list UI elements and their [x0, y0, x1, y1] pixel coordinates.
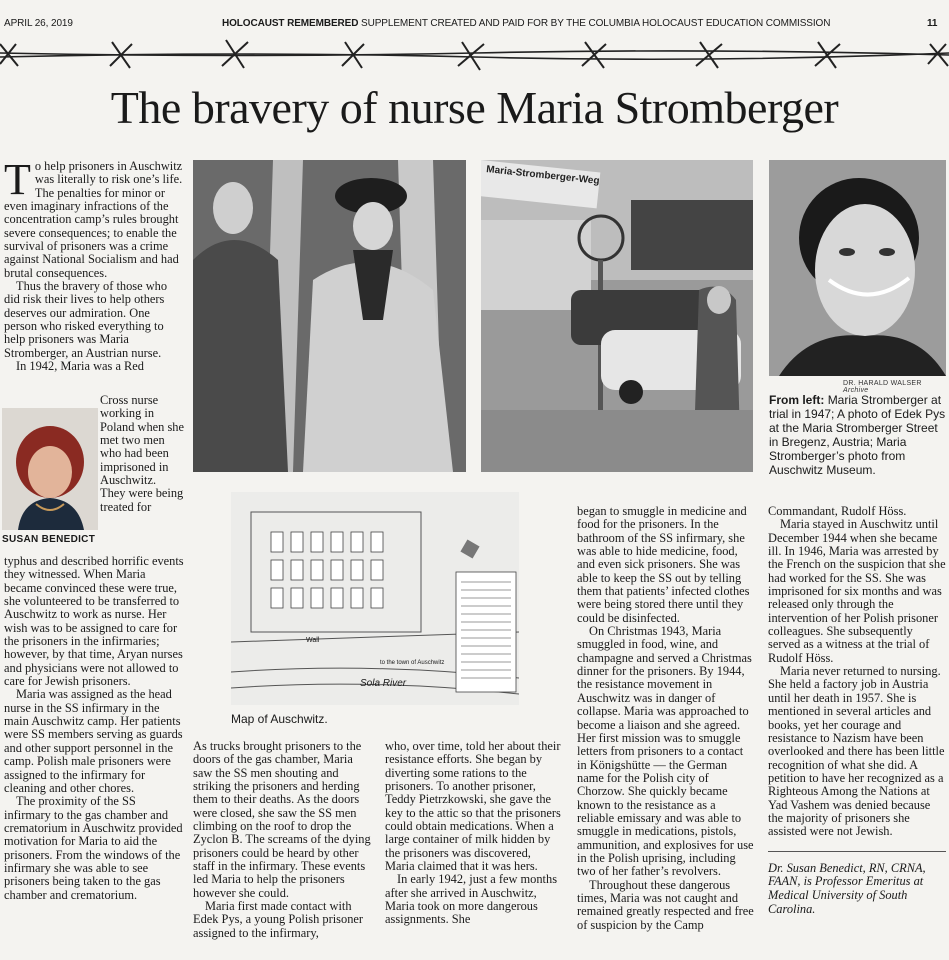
- street-sign-photo: [481, 160, 753, 472]
- article-column-2: [193, 740, 371, 940]
- page-title: The bravery of nurse Maria Stromberger: [110, 82, 839, 133]
- paragraph: Maria stayed in Auschwitz until December 1944 when she became ill. In 1946, Maria was arrested by the French on the suspicion that she had worked for the SS. She was imprisoned for six months and was released only through the intervention of her Polish prisoner colleagues. She subsequently served as a witness at the trial of Rudolf Höss.: [768, 517, 946, 665]
- photo-credit: [843, 380, 949, 394]
- drop-cap: T: [4, 155, 31, 204]
- author-photo: [2, 408, 98, 530]
- article-column-3: [385, 740, 563, 927]
- paragraph: Cross nurse working in Poland when she met two men who had been imprisoned in Auschwitz. They were being treated for: [100, 393, 184, 514]
- map-label-town: to the town of Auschwitz: [380, 660, 445, 666]
- article-column-1-wrap: [100, 394, 184, 514]
- map-label-river: Sola River: [360, 678, 407, 689]
- paragraph: Maria was assigned as the head nurse in the SS infirmary in the main Auschwitz camp. Her patients were SS members serving as guards and other support personnel in the camp. Polish male prisoners were assigned to the infirmary for cleaning and other chores.: [4, 687, 183, 795]
- supplement-banner: [222, 18, 830, 29]
- street-sign-label: Maria-Stromberger-Weg: [485, 164, 600, 187]
- article-column-1: [4, 155, 184, 374]
- paragraph: In 1942, Maria was a Red: [16, 359, 145, 374]
- article-column-4: [577, 505, 755, 932]
- paragraph: who, over time, told her about their resistance efforts. She began by diverting some rations to the prisoners. To another prisoner, Teddy Pietrzkowski, she gave the key to the attic so that the prisoners could obtain medications. When a large container of milk hidden by the prisoners was discovered, Maria claimed that it was hers.: [385, 739, 561, 874]
- paragraph: began to smuggle in medicine and food for the prisoners. In the bathroom of the SS infirmary, she was able to hide medicine, food, and even sick prisoners. She was able to keep the SS out by telling them that patients’ infected clothes were being stored there until they could be disinfected.: [577, 504, 750, 625]
- article-column-5: [768, 505, 946, 917]
- map-label-wall: Wall: [306, 637, 320, 644]
- paragraph: The proximity of the SS infirmary to the gas chamber and crematorium in Auschwitz provided motivation for Maria to aid the prisoners. From the windows of the infirmary she was able to see prisoners being taken to the gas chamber and crematorium.: [4, 794, 183, 902]
- article-column-1-continued: [4, 555, 184, 902]
- section-name: HOLOCAUST REMEMBERED: [222, 18, 359, 29]
- barbed-wire-icon: [0, 36, 949, 76]
- byline: SUSAN BENEDICT: [2, 534, 96, 545]
- paragraph: Maria first made contact with Edek Pys, a young Polish prisoner assigned to the infirmary,: [193, 899, 364, 940]
- credit-tag: Archive: [843, 387, 869, 394]
- caption-lead: From left:: [769, 393, 825, 407]
- trial-photo: [193, 160, 466, 472]
- paragraph: o help prisoners in Auschwitz was literally to risk one’s life. The penalties for minor or even imaginary infractions of the concentration camp’s rules brought severe consequences; to enable the survival of prisoners was a crime against National Socialism and had brutal consequences.: [4, 159, 183, 280]
- issue-date: APRIL 26, 2019: [4, 18, 73, 29]
- portrait-photo: [769, 160, 946, 376]
- page-number: 11: [927, 18, 938, 29]
- credit-name: DR. HARALD WALSER: [843, 380, 922, 387]
- paragraph: Commandant, Rudolf Höss.: [768, 504, 907, 518]
- supplement-note: SUPPLEMENT CREATED AND PAID FOR BY THE COLUMBIA HOLOCAUST EDUCATION COMMISSION: [361, 18, 831, 29]
- paragraph: Throughout these dangerous times, Maria was not caught and remained greatly respected and free of suspicion by the Camp: [577, 877, 754, 932]
- map-caption: Map of Auschwitz.: [231, 712, 328, 726]
- caption-text: Maria Stromberger at trial in 1947; A photo of Edek Pys at the Maria Stromberger Street in Bregenz, Austria; Maria Stromberger’s photo from Auschwitz Museum.: [769, 393, 946, 477]
- paragraph: On Christmas 1943, Maria smuggled in food, wine, and champagne and served a Christmas dinner for the prisoners. By 1944, the resistance movement in Auschwitz was in danger of collapse. Maria was approached to become a liaison and she agreed. Her first mission was to smuggle letters from prisoners to a contact in Königshütte — the German name for the Polish city of Chorzow. She quickly became known to the resistance as a reliable emissary and was able to smuggle in medications, pistols, ammunition, and explosives for use in the Polish uprising, including two of her father’s revolvers.: [577, 624, 754, 879]
- photo-caption: [769, 393, 947, 477]
- divider: [768, 851, 946, 852]
- paragraph: Thus the bravery of those who did risk their lives to help others deserves our admiration. One person who risked everything to help prisoners was Maria Stromberger, an Austrian nurse.: [4, 279, 168, 360]
- paragraph: Maria never returned to nursing. She held a factory job in Austria until her death in 1957. She is mentioned in several articles and books, yet her courage and resistance to Nazism have been overlooked and there has been little recognition of what she did. A petition to have her recognized as a Righteous Among the Nations at Yad Vashem was denied because the majority of prisoners she assisted were not Jewish.: [768, 664, 945, 839]
- paragraph: As trucks brought prisoners to the doors of the gas chamber, Maria saw the SS men shouting and striking the prisoners and herding them to their deaths. As the doors were closed, she saw the SS men climbing on the roof to drop the Zyclon B. The screams of the dying prisoners could be heard by other staff in the infirmary. These events led Maria to help the prisoners however she could.: [193, 739, 371, 900]
- auschwitz-map: [231, 492, 519, 705]
- paragraph: In early 1942, just a few months after she arrived in Auschwitz, Maria took on more dangerous assignments. She: [385, 872, 558, 927]
- author-bio: Dr. Susan Benedict, RN, CRNA, FAAN, is Professor Emeritus at Medical University of South Carolina.: [768, 860, 926, 916]
- paragraph: typhus and described horrific events they witnessed. When Maria became convinced these were true, she volunteered to be transferred to Auschwitz to work as nurse. Her wish was to be assigned to care for the prisoners in the infirmaries; however, by that time, Aryan nurses and physicians were not allowed to care for Jewish prisoners.: [4, 554, 184, 689]
